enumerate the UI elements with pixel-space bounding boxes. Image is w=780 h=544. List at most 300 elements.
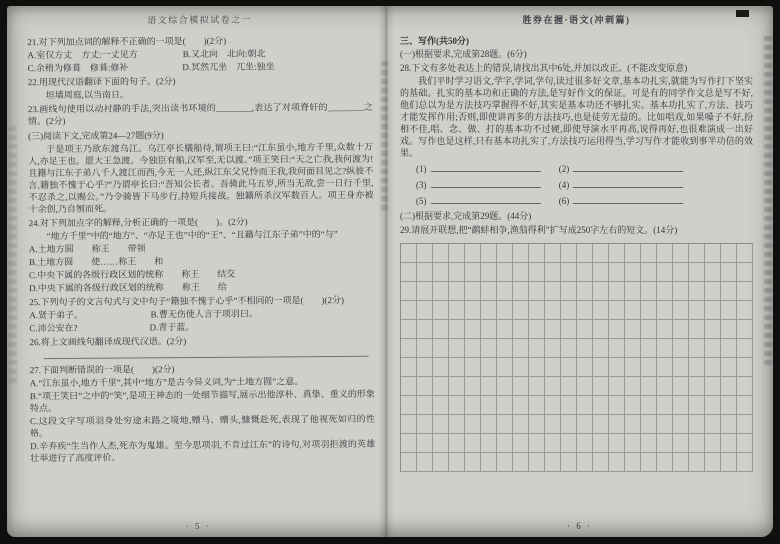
grid-cell <box>705 453 721 472</box>
grid-cell <box>449 415 465 434</box>
grid-cell <box>609 301 625 320</box>
grid-cell <box>625 434 641 453</box>
scanned-test-paper <box>7 6 773 537</box>
grid-cell <box>737 415 753 434</box>
q25-options-cd: C.沛公安在? D.青于蓝。 <box>29 322 195 334</box>
grid-cell <box>417 415 433 434</box>
right-page-number: · 6 · <box>567 521 592 531</box>
grid-cell <box>625 396 641 415</box>
part-1-heading: (一)根据要求,完成第28题。(6分) <box>400 49 527 59</box>
grid-cell <box>641 453 657 472</box>
grid-cell <box>401 244 417 263</box>
grid-cell <box>545 263 561 282</box>
grid-cell <box>433 453 449 472</box>
grid-cell <box>561 377 577 396</box>
grid-cell <box>721 396 737 415</box>
q22-sentence: 垣墙周庭,以当南日。 <box>45 89 130 101</box>
grid-cell <box>737 434 753 453</box>
grid-cell <box>433 415 449 434</box>
grid-cell <box>433 396 449 415</box>
grid-cell <box>433 358 449 377</box>
grid-cell <box>561 453 577 472</box>
grid-cell <box>737 301 753 320</box>
grid-cell <box>529 244 545 263</box>
grid-cell <box>673 282 689 301</box>
grid-cell <box>593 263 609 282</box>
q25-options-ab: A.贤于弟子。 B.曹无伤使人言于项羽曰。 <box>29 308 258 321</box>
section-3-heading: (三)阅读下文,完成第24—27题(9分) <box>28 130 164 142</box>
answer-blank-4 <box>573 180 683 188</box>
grid-cell <box>449 301 465 320</box>
grid-cell <box>657 320 673 339</box>
grid-cell <box>577 244 593 263</box>
grid-cell <box>417 263 433 282</box>
grid-cell <box>625 377 641 396</box>
grid-cell <box>561 301 577 320</box>
grid-cell <box>529 377 545 396</box>
grid-cell <box>497 263 513 282</box>
grid-cell <box>449 263 465 282</box>
grid-cell <box>721 244 737 263</box>
grid-cell <box>641 301 657 320</box>
grid-cell <box>561 339 577 358</box>
q28-answer-row-2 <box>416 179 753 191</box>
grid-cell <box>689 377 705 396</box>
grid-cell <box>465 320 481 339</box>
grid-cell <box>513 434 529 453</box>
grid-cell <box>737 282 753 301</box>
grid-cell <box>689 320 705 339</box>
grid-cell <box>417 301 433 320</box>
grid-cell <box>449 320 465 339</box>
grid-cell <box>529 263 545 282</box>
grid-cell <box>545 453 561 472</box>
grid-cell <box>449 377 465 396</box>
grid-cell <box>449 396 465 415</box>
grid-cell <box>577 415 593 434</box>
q21-options-ab: A.室仅方丈 方丈:一丈见方 B.又北向 北向:朝北 <box>27 48 266 61</box>
grid-cell <box>417 339 433 358</box>
grid-cell <box>721 453 737 472</box>
grid-cell <box>721 263 737 282</box>
grid-cell <box>577 320 593 339</box>
grid-cell <box>433 282 449 301</box>
grid-cell <box>577 453 593 472</box>
grid-cell <box>545 434 561 453</box>
grid-cell <box>433 339 449 358</box>
grid-cell <box>705 320 721 339</box>
grid-cell <box>513 415 529 434</box>
grid-cell <box>513 339 529 358</box>
grid-cell <box>625 263 641 282</box>
grid-cell <box>625 320 641 339</box>
q28-answer-row-3 <box>416 195 753 207</box>
grid-cell <box>737 377 753 396</box>
grid-cell <box>705 301 721 320</box>
grid-cell <box>673 263 689 282</box>
q25-stem: 25.下列句子的文言句式与文中句子“籍独不愧于心乎”不相同的一项是( )(2分) <box>29 294 344 308</box>
grid-cell <box>673 434 689 453</box>
grid-cell <box>705 339 721 358</box>
grid-cell <box>561 396 577 415</box>
grid-cell <box>721 301 737 320</box>
blank-label-1: (1) <box>416 164 427 174</box>
grid-cell <box>593 453 609 472</box>
grid-cell <box>673 358 689 377</box>
q24-option-a: A.土地方圆 称王 带领 <box>28 243 146 255</box>
grid-cell <box>657 301 673 320</box>
grid-cell <box>481 339 497 358</box>
grid-cell <box>401 263 417 282</box>
grid-cell <box>545 301 561 320</box>
answer-blank-3 <box>431 180 541 188</box>
grid-cell <box>433 320 449 339</box>
grid-cell <box>721 339 737 358</box>
blank-label-5: (5) <box>416 196 427 206</box>
grid-cell <box>673 377 689 396</box>
grid-cell <box>641 358 657 377</box>
grid-cell <box>657 263 673 282</box>
grid-cell <box>481 377 497 396</box>
grid-cell <box>529 453 545 472</box>
grid-cell <box>625 282 641 301</box>
grid-cell <box>673 415 689 434</box>
grid-cell <box>577 263 593 282</box>
grid-cell <box>737 396 753 415</box>
grid-cell <box>401 339 417 358</box>
grid-cell <box>737 320 753 339</box>
grid-cell <box>545 339 561 358</box>
grid-cell <box>737 244 753 263</box>
grid-cell <box>705 358 721 377</box>
grid-cell <box>609 415 625 434</box>
grid-cell <box>625 358 641 377</box>
grid-cell <box>529 339 545 358</box>
blank-label-4: (4) <box>558 180 570 190</box>
writing-section-title: 三、写作(共50分) <box>400 36 469 46</box>
grid-cell <box>401 434 417 453</box>
grid-cell <box>673 244 689 263</box>
grid-cell <box>641 396 657 415</box>
q27-option-d: D.辛弃疾“生当作人杰,死亦为鬼雄。至今思项羽,不肯过江东”的诗句,对项羽拒渡的英雄壮举进行了高度评价。 <box>30 438 376 464</box>
grid-cell <box>401 377 417 396</box>
grid-cell <box>401 453 417 472</box>
grid-cell <box>641 263 657 282</box>
writing-grid <box>400 243 753 472</box>
grid-cell <box>401 396 417 415</box>
q24-option-c: C.中央下属的各级行政区划的统称 称王 结交 <box>28 268 236 281</box>
grid-cell <box>529 415 545 434</box>
grid-cell <box>465 301 481 320</box>
grid-cell <box>657 339 673 358</box>
q24-option-b: B.土地方圆 使……称王 和 <box>28 256 164 268</box>
grid-cell <box>721 377 737 396</box>
reading-passage: 于是项王乃欲东渡乌江。乌江亭长檥船待,谓项王曰:“江东虽小,地方千里,众数十万人,亦足王也。愿大王急渡。今独臣有船,汉军至,无以渡。”项王笑曰:“天之亡我,我何渡为!且籍与江东子弟八千人渡江而西,今无一人还,纵江东父兄怜而王我,我何面目见之?纵彼不言,籍独不愧于心乎?”乃谓亭长曰:“吾知公长者。吾骑此马五岁,所当无敌,尝一日行千里,不忍杀之,以赐公。”乃令骑皆下马步行,持短兵接战。独籍所杀汉军数百人。项王身亦被十余创,乃自刎而死。 <box>28 141 374 215</box>
right-page <box>386 6 773 537</box>
grid-cell <box>497 339 513 358</box>
grid-cell <box>561 434 577 453</box>
grid-cell <box>641 244 657 263</box>
grid-cell <box>657 453 673 472</box>
grid-cell <box>657 244 673 263</box>
grid-cell <box>465 339 481 358</box>
grid-cell <box>497 301 513 320</box>
grid-cell <box>609 282 625 301</box>
grid-cell <box>625 339 641 358</box>
grid-cell <box>545 396 561 415</box>
grid-cell <box>497 453 513 472</box>
grid-cell <box>401 301 417 320</box>
q27-option-c: C.这段文字写项羽身处穷途末路之境地,赠马、赠头,慷慨赴死,表现了他视死如归的性格。 <box>30 413 376 439</box>
grid-cell <box>689 396 705 415</box>
grid-cell <box>465 434 481 453</box>
grid-cell <box>401 415 417 434</box>
grid-cell <box>689 301 705 320</box>
grid-cell <box>497 377 513 396</box>
q21-stem: 21.对下列加点词的解释不正确的一项是( )(2分) <box>27 35 227 48</box>
grid-cell <box>657 396 673 415</box>
grid-cell <box>545 358 561 377</box>
grid-cell <box>433 377 449 396</box>
grid-cell <box>401 358 417 377</box>
grid-cell <box>689 244 705 263</box>
grid-cell <box>417 320 433 339</box>
grid-cell <box>513 263 529 282</box>
q23-stem: 23.画线句使用以动衬静的手法,突出读书环境的________,表达了对项脊轩的________之情。(2分) <box>27 101 373 127</box>
q27-option-a: A.“江东虽小,地方千里”,其中“地方”是古今异义词,为“土地方圆”之意。 <box>29 376 304 389</box>
grid-cell <box>433 301 449 320</box>
q24-stem: 24.对下列加点字的解释,分析正确的一项是( )。(2分) <box>28 216 248 229</box>
grid-cell <box>705 263 721 282</box>
grid-cell <box>609 244 625 263</box>
q21-options-cd: C.余稍为修葺 修葺:修补 D.冥然兀坐 兀坐:独坐 <box>27 61 275 74</box>
grid-cell <box>705 377 721 396</box>
grid-cell <box>705 282 721 301</box>
part-2-heading: (二)根据要求,完成第29题。(44分) <box>400 211 532 221</box>
grid-cell <box>481 453 497 472</box>
grid-cell <box>529 396 545 415</box>
grid-cell <box>465 377 481 396</box>
grid-cell <box>609 396 625 415</box>
grid-cell <box>657 358 673 377</box>
grid-cell <box>673 396 689 415</box>
grid-cell <box>417 377 433 396</box>
grid-cell <box>577 282 593 301</box>
left-page <box>5 5 388 539</box>
grid-cell <box>609 377 625 396</box>
right-page-header: 胜券在握·语文(冲刺篇) <box>522 15 631 25</box>
grid-cell <box>593 415 609 434</box>
grid-cell <box>737 453 753 472</box>
grid-cell <box>449 339 465 358</box>
grid-cell <box>417 358 433 377</box>
grid-cell <box>481 282 497 301</box>
grid-cell <box>545 320 561 339</box>
grid-cell <box>481 415 497 434</box>
grid-cell <box>481 244 497 263</box>
answer-blank-5 <box>431 196 541 204</box>
grid-cell <box>513 453 529 472</box>
grid-cell <box>577 396 593 415</box>
grid-cell <box>529 282 545 301</box>
grid-cell <box>465 282 481 301</box>
grid-cell <box>673 453 689 472</box>
answer-blank-2 <box>573 164 683 172</box>
grid-cell <box>641 415 657 434</box>
grid-cell <box>689 282 705 301</box>
grid-cell <box>513 244 529 263</box>
grid-cell <box>593 358 609 377</box>
grid-cell <box>609 320 625 339</box>
grid-cell <box>545 415 561 434</box>
grid-cell <box>577 339 593 358</box>
grid-cell <box>561 415 577 434</box>
grid-cell <box>737 358 753 377</box>
grid-cell <box>609 263 625 282</box>
grid-cell <box>593 282 609 301</box>
grid-cell <box>673 339 689 358</box>
grid-cell <box>609 453 625 472</box>
q24-quote: “地方千里”中的“地方”、“亦足王也”中的“王”、“且籍与江东子弟”中的“与” <box>46 229 338 242</box>
blank-label-2: (2) <box>558 164 570 174</box>
grid-cell <box>705 244 721 263</box>
grid-cell <box>513 320 529 339</box>
grid-cell <box>529 301 545 320</box>
grid-cell <box>561 263 577 282</box>
grid-cell <box>497 434 513 453</box>
blank-label-6: (6) <box>558 196 570 206</box>
grid-cell <box>545 377 561 396</box>
grid-cell <box>529 434 545 453</box>
grid-cell <box>417 282 433 301</box>
q29-stem: 29.请展开联想,把“鹬蚌相争,渔翁得利”扩写成250字左右的短文。(14分) <box>400 225 678 235</box>
grid-cell <box>737 263 753 282</box>
grid-cell <box>449 282 465 301</box>
grid-cell <box>513 358 529 377</box>
answer-blank-6 <box>573 196 683 204</box>
grid-cell <box>497 415 513 434</box>
left-page-header: 语文综合模拟试卷之一 <box>147 14 253 26</box>
grid-cell <box>657 282 673 301</box>
grid-cell <box>545 244 561 263</box>
grid-cell <box>561 320 577 339</box>
grid-cell <box>593 320 609 339</box>
grid-cell <box>417 396 433 415</box>
grid-cell <box>401 320 417 339</box>
grid-cell <box>673 301 689 320</box>
grid-cell <box>481 263 497 282</box>
grid-cell <box>641 434 657 453</box>
grid-cell <box>593 339 609 358</box>
grid-cell <box>513 396 529 415</box>
grid-cell <box>609 434 625 453</box>
grid-cell <box>465 263 481 282</box>
grid-cell <box>641 377 657 396</box>
grid-cell <box>481 301 497 320</box>
q28-answer-row-1 <box>416 163 753 175</box>
grid-cell <box>561 282 577 301</box>
grid-cell <box>705 396 721 415</box>
blank-label-3: (3) <box>416 180 427 190</box>
grid-cell <box>433 263 449 282</box>
grid-cell <box>465 396 481 415</box>
grid-cell <box>721 320 737 339</box>
grid-cell <box>593 301 609 320</box>
grid-cell <box>497 320 513 339</box>
grid-cell <box>497 358 513 377</box>
grid-cell <box>529 320 545 339</box>
grid-cell <box>497 396 513 415</box>
grid-cell <box>657 434 673 453</box>
grid-cell <box>449 434 465 453</box>
q26-answer-line <box>44 347 369 359</box>
grid-cell <box>561 358 577 377</box>
grid-cell <box>417 453 433 472</box>
grid-cell <box>417 434 433 453</box>
grid-cell <box>497 244 513 263</box>
left-page-number: · 5 · <box>185 520 211 532</box>
grid-cell <box>641 282 657 301</box>
grid-cell <box>545 282 561 301</box>
grid-cell <box>449 244 465 263</box>
grid-cell <box>465 358 481 377</box>
grid-cell <box>721 282 737 301</box>
q27-stem: 27.下面判断错误的一项是( )(2分) <box>29 364 175 376</box>
grid-cell <box>593 377 609 396</box>
q28-stem: 28.下文有多处表达上的错误,请找出其中6处,并加以改正。(不能改变原意) <box>400 63 688 73</box>
grid-cell <box>481 396 497 415</box>
grid-cell <box>657 415 673 434</box>
q28-passage: 我们平时学习语文,学字,学词,学句,读过很多好文章,基本功扎实,就能为写作打下坚实的基础。扎实的基本功和正确的方法,是写好作文的保证。可是有的同学作文总是写不好,他们总以为是方法技巧掌握得不好,其实是基本功还不够扎实。基本功扎实了,方法、技巧才能发挥作用;否则,即使讲再多的方法技巧,也是徒劳无益的。比如唱戏,如果嗓子不好,扮相不佳,唱、念、做、打的基本功不过硬,即使导演水平再高,说得再好,也很难演成一出好戏。写作也是这样,只有基本功扎实了,方法技巧运用得当,学习写作才能收到事半功倍的效果。 <box>400 76 753 158</box>
grid-cell <box>513 282 529 301</box>
grid-cell <box>689 339 705 358</box>
grid-cell <box>625 301 641 320</box>
grid-cell <box>609 339 625 358</box>
grid-cell <box>689 415 705 434</box>
grid-cell <box>689 358 705 377</box>
grid-cell <box>625 244 641 263</box>
grid-cell <box>593 244 609 263</box>
grid-cell <box>593 434 609 453</box>
grid-cell <box>513 377 529 396</box>
grid-cell <box>465 244 481 263</box>
grid-cell <box>577 377 593 396</box>
grid-cell <box>417 244 433 263</box>
grid-cell <box>705 415 721 434</box>
grid-cell <box>689 263 705 282</box>
grid-cell <box>529 358 545 377</box>
grid-cell <box>577 301 593 320</box>
q26-stem: 26.将上文画线句翻译成现代汉语。(2分) <box>29 336 187 348</box>
answer-blank-1 <box>431 164 541 172</box>
grid-cell <box>593 396 609 415</box>
grid-cell <box>721 434 737 453</box>
grid-cell <box>401 282 417 301</box>
grid-cell <box>561 244 577 263</box>
grid-cell <box>689 434 705 453</box>
grid-cell <box>481 434 497 453</box>
grid-cell <box>481 320 497 339</box>
grid-cell <box>449 453 465 472</box>
q27-option-b: B.“项王笑曰”之中的“笑”,是项王神态的一处细节描写,展示出他淳朴、真挚、重义的形象特点。 <box>29 388 375 414</box>
grid-cell <box>721 358 737 377</box>
q24-option-d: D.中央下属的各级行政区划的统称 称王 给 <box>29 281 227 294</box>
grid-cell <box>625 415 641 434</box>
grid-cell <box>721 415 737 434</box>
grid-cell <box>689 453 705 472</box>
grid-cell <box>673 320 689 339</box>
grid-cell <box>481 358 497 377</box>
